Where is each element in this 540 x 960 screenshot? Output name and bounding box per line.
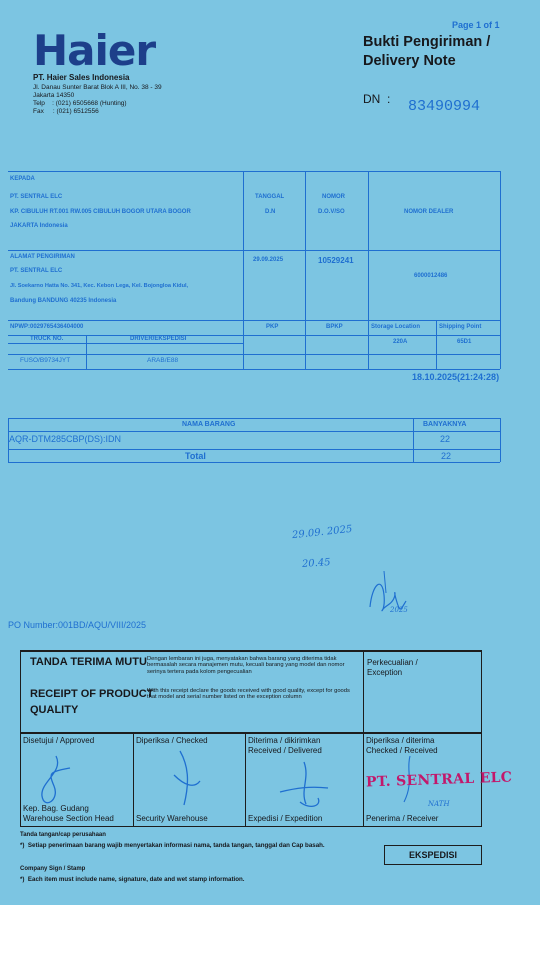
sig-approved-role-1: Kep. Bag. Gudang [23,804,89,813]
handwritten-initial: 2025 [390,606,408,614]
doc-title-line-2: Delivery Note [363,53,456,69]
truck-value: FUSO/B9734JYT [20,357,71,364]
npwp: NPWP:0029765436404000 [10,324,84,330]
items-total-label: Total [185,451,206,461]
company-name: PT. Haier Sales Indonesia [33,73,130,82]
company-fax: Fax : (021) 6512556 [33,108,99,115]
shipping-address-1: Jl. Soekarno Hatta No. 341, Kec. Kebon Lega, Kel. Bojongloa Kidul, [10,283,189,289]
po-number: PO Number:001BD/AQU/VIII/2025 [8,620,147,630]
shipping-label: ALAMAT PENGIRIMAN [10,254,75,260]
recipient-label: KEPADA [10,176,35,182]
header-do-so: D.O.V/SO [318,209,345,215]
company-phone: Telp : (021) 6505668 (Hunting) [33,100,127,107]
storage-location-value: 220A [393,339,408,345]
company-address-1: Jl. Danau Sunter Barat Blok A III, No. 38 - 39 [33,84,162,91]
handwritten-time: 20.45 [301,557,331,570]
pkp-label: PKP [266,324,279,330]
haier-logo: Haier [33,26,156,75]
header-nomor-dealer: NOMOR DEALER [404,209,454,215]
company-stamp: PT. SENTRAL ELC [365,769,513,791]
shipping-name: PT. SENTRAL ELC [10,268,63,274]
sig-received-label-1: Diperiksa / diterima [366,736,435,745]
recipient-name: PT. SENTRAL ELC [10,194,63,200]
sig-checked-role: Security Warehouse [136,814,208,823]
sig-approved-label: Disetujui / Approved [23,736,95,745]
storage-location-label: Storage Location [371,324,421,330]
exception-label-2: Exception [367,668,403,677]
receipt-id-text: Dengan lembaran ini juga, menyatakan bahwa barang yang diterima tidak bermasalah secara manajemen mutu, kecuali barang yang model dan nomor serinya tertera pada kolom pengecualian [147,656,345,675]
footer-line-4: *) Each item must include name, signature, date and wet stamp information. [20,876,245,883]
do-number: 10529241 [318,256,354,265]
footer-line-3: Company Sign / Stamp [20,866,86,872]
shipping-point-value: 65D1 [457,339,472,345]
items-header-qty: BANYAKNYA [423,421,467,428]
recipient-address-1: KP. CIBULUH RT.001 RW.005 CIBULUH BOGOR UTARA BOGOR [10,209,191,215]
exception-label-1: Perkecualian / [367,658,418,667]
truck-label: TRUCK NO. [30,336,64,342]
shipping-date: 29.09.2025 [253,257,284,263]
header-dn: D.N [265,209,276,215]
footer-line-1: Tanda tangan/cap perusahaan [20,832,106,838]
ekspedisi-box: EKSPEDISI [384,845,482,865]
bpkp-label: BPKP [326,324,343,330]
dn-label: DN : [363,92,391,106]
handwritten-date: 29.09. 2025 [291,523,353,542]
item-row-qty: 22 [440,434,451,444]
sig-delivered-label-1: Diterima / dikirimkan [248,736,321,745]
driver-label: DRIVER/EKSPEDISI [130,336,187,342]
stamp-handwritten-note: NATH [428,800,450,808]
doc-title-line-1: Bukti Pengiriman / [363,34,491,50]
print-timestamp: 18.10.2025(21:24:28) [412,372,500,382]
footer-line-2: *) Setiap penerimaan barang wajib menyertakan informasi nama, tanda tangan, tanggal dan Cap basah. [20,842,325,849]
delivered-signature-icon [270,758,340,813]
receipt-en-title-1: RECEIPT OF PRODUCT [30,688,154,700]
dealer-number: 6000012486 [414,273,448,279]
sig-approved-role-2: Warehouse Section Head [23,814,114,823]
items-total-qty: 22 [441,451,452,461]
sig-delivered-role: Expedisi / Expedition [248,814,323,823]
items-header-name: NAMA BARANG [182,421,236,428]
receipt-en-text: With this receipt declare the goods received with good quality, except for goods that model and serial number listed on the exception column [147,688,350,701]
sig-received-label-2: Checked / Received [366,746,438,755]
company-address-2: Jakarta 14350 [33,92,75,99]
dn-number: 83490994 [408,98,481,115]
checked-signature-icon [160,745,210,815]
sig-delivered-label-2: Received / Delivered [248,746,322,755]
receipt-id-title: TANDA TERIMA MUTU [30,656,147,668]
page-indicator: Page 1 of 1 [452,20,500,30]
sig-received-role: Penerima / Receiver [366,814,439,823]
sig-checked-label: Diperiksa / Checked [136,736,208,745]
approved-signature-icon [30,752,90,807]
header-nomor: NOMOR [322,194,345,200]
item-row-name: AQR-DTM285CBP(DS):IDN [9,434,122,444]
recipient-address-2: JAKARTA Indonesia [10,223,68,229]
header-tanggal: TANGGAL [255,194,285,200]
driver-value: ARAB/E88 [147,357,179,364]
shipping-point-label: Shipping Point [439,324,482,330]
receipt-en-title-2: QUALITY [30,704,79,716]
shipping-address-2: Bandung BANDUNG 40235 Indonesia [10,298,117,304]
